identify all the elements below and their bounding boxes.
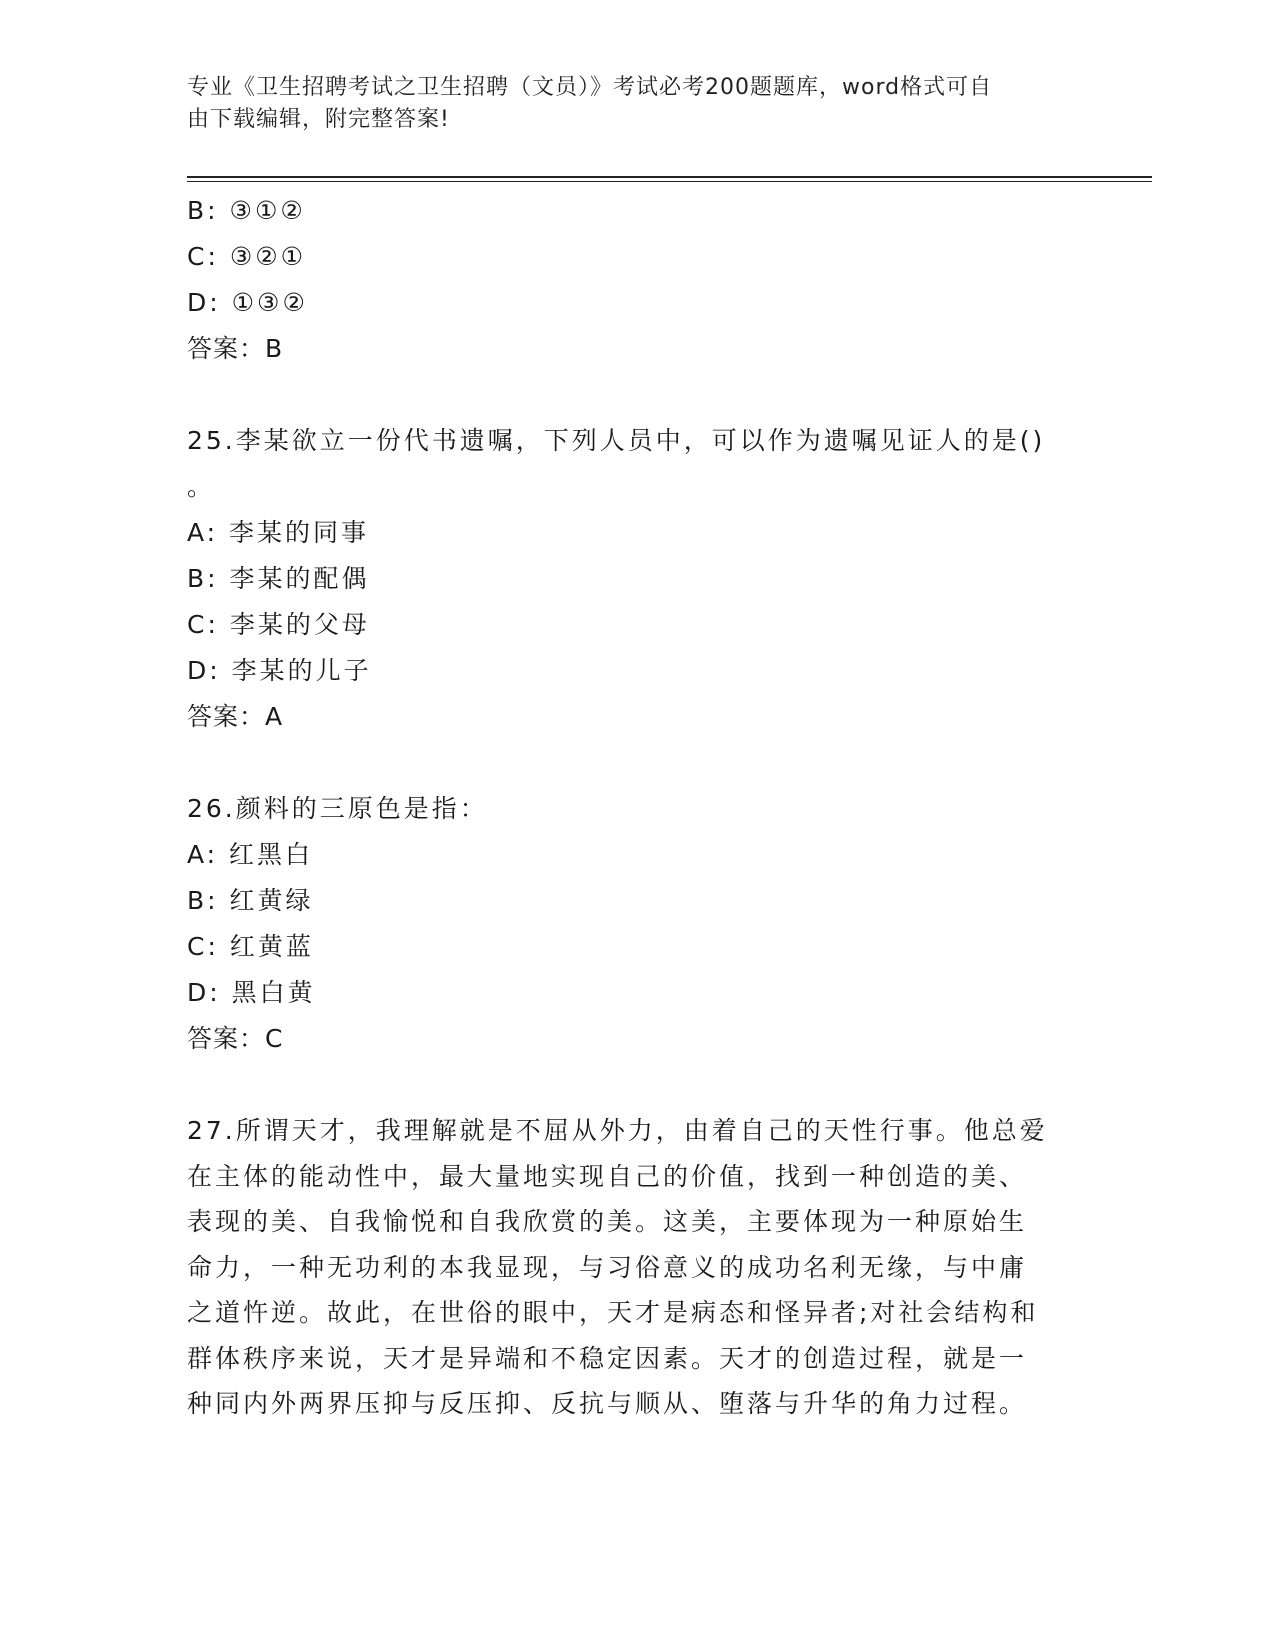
option-label: C: (187, 242, 219, 271)
option-text: 李某的同事 (229, 518, 370, 547)
option-text: ③②① (229, 242, 307, 271)
option-text: 红黑白 (229, 840, 314, 869)
option-a (187, 832, 1067, 878)
option-text: 红黄蓝 (229, 932, 314, 961)
question-25 (187, 418, 1067, 740)
question-26 (187, 786, 1067, 1062)
header-divider-thin (187, 181, 1152, 182)
option-a (187, 510, 1067, 556)
option-label: C: (187, 610, 219, 639)
answer-line: 答案：B (187, 334, 284, 363)
option-text: ③①② (229, 196, 306, 225)
option-d (187, 648, 1067, 694)
paragraph-line: 命力，一种无功利的本我显现，与习俗意义的成功名利无缘，与中庸 (187, 1252, 1028, 1282)
option-label: B: (187, 564, 219, 593)
paragraph-line: 27.所谓天才，我理解就是不屈从外力，由着自己的天性行事。他总爱 (187, 1116, 1048, 1145)
header-line-2: 由下载编辑，附完整答案! (187, 107, 450, 132)
option-label: C: (187, 932, 219, 961)
document-body (187, 188, 1067, 1427)
option-text: 黑白黄 (231, 978, 316, 1007)
spacer (187, 372, 1067, 418)
paragraph-line: 在主体的能动性中，最大量地实现自己的价值，找到一种创造的美、 (187, 1161, 1028, 1191)
option-text: 红黄绿 (229, 886, 314, 915)
option-b (187, 878, 1067, 924)
option-d (187, 970, 1067, 1016)
answer-line: 答案：A (187, 702, 284, 731)
paragraph-line: 表现的美、自我愉悦和自我欣赏的美。这美，主要体现为一种原始生 (187, 1207, 1028, 1236)
question-24-tail (187, 188, 1067, 372)
question-stem-continued: 。 (187, 472, 216, 501)
option-b (187, 556, 1067, 602)
option-d (187, 280, 1067, 326)
option-label: B: (187, 886, 219, 915)
option-label: D: (187, 978, 221, 1007)
paragraph-line: 种同内外两界压抑与反压抑、反抗与顺从、堕落与升华的角力过程。 (187, 1389, 1028, 1418)
paragraph-line: 之道忤逆。故此，在世俗的眼中，天才是病态和怪异者;对社会结构和 (187, 1298, 1039, 1327)
option-text: 李某的配偶 (229, 564, 370, 593)
spacer (187, 1062, 1067, 1108)
option-c (187, 924, 1067, 970)
option-c (187, 234, 1067, 280)
page-header (187, 72, 1067, 136)
spacer (187, 740, 1067, 786)
option-text: ①③② (231, 288, 308, 317)
option-label: A: (187, 840, 219, 869)
option-label: D: (187, 288, 221, 317)
header-line-1: 专业《卫生招聘考试之卫生招聘（文员）》考试必考200题题库，word格式可自 (187, 75, 993, 100)
answer-line: 答案：C (187, 1024, 284, 1053)
option-b (187, 188, 1067, 234)
option-text: 李某的儿子 (231, 656, 372, 685)
paragraph-line: 群体秩序来说，天才是异端和不稳定因素。天才的创造过程，就是一 (187, 1343, 1028, 1373)
question-stem: 25.李某欲立一份代书遗嘱，下列人员中，可以作为遗嘱见证人的是() (187, 426, 1046, 455)
option-label: A: (187, 518, 219, 547)
option-text: 李某的父母 (229, 610, 370, 639)
question-stem: 26.颜料的三原色是指： (187, 794, 488, 823)
option-label: B: (187, 196, 219, 225)
option-c (187, 602, 1067, 648)
option-label: D: (187, 656, 221, 685)
header-divider-thick (187, 176, 1152, 178)
question-27 (187, 1108, 1067, 1427)
